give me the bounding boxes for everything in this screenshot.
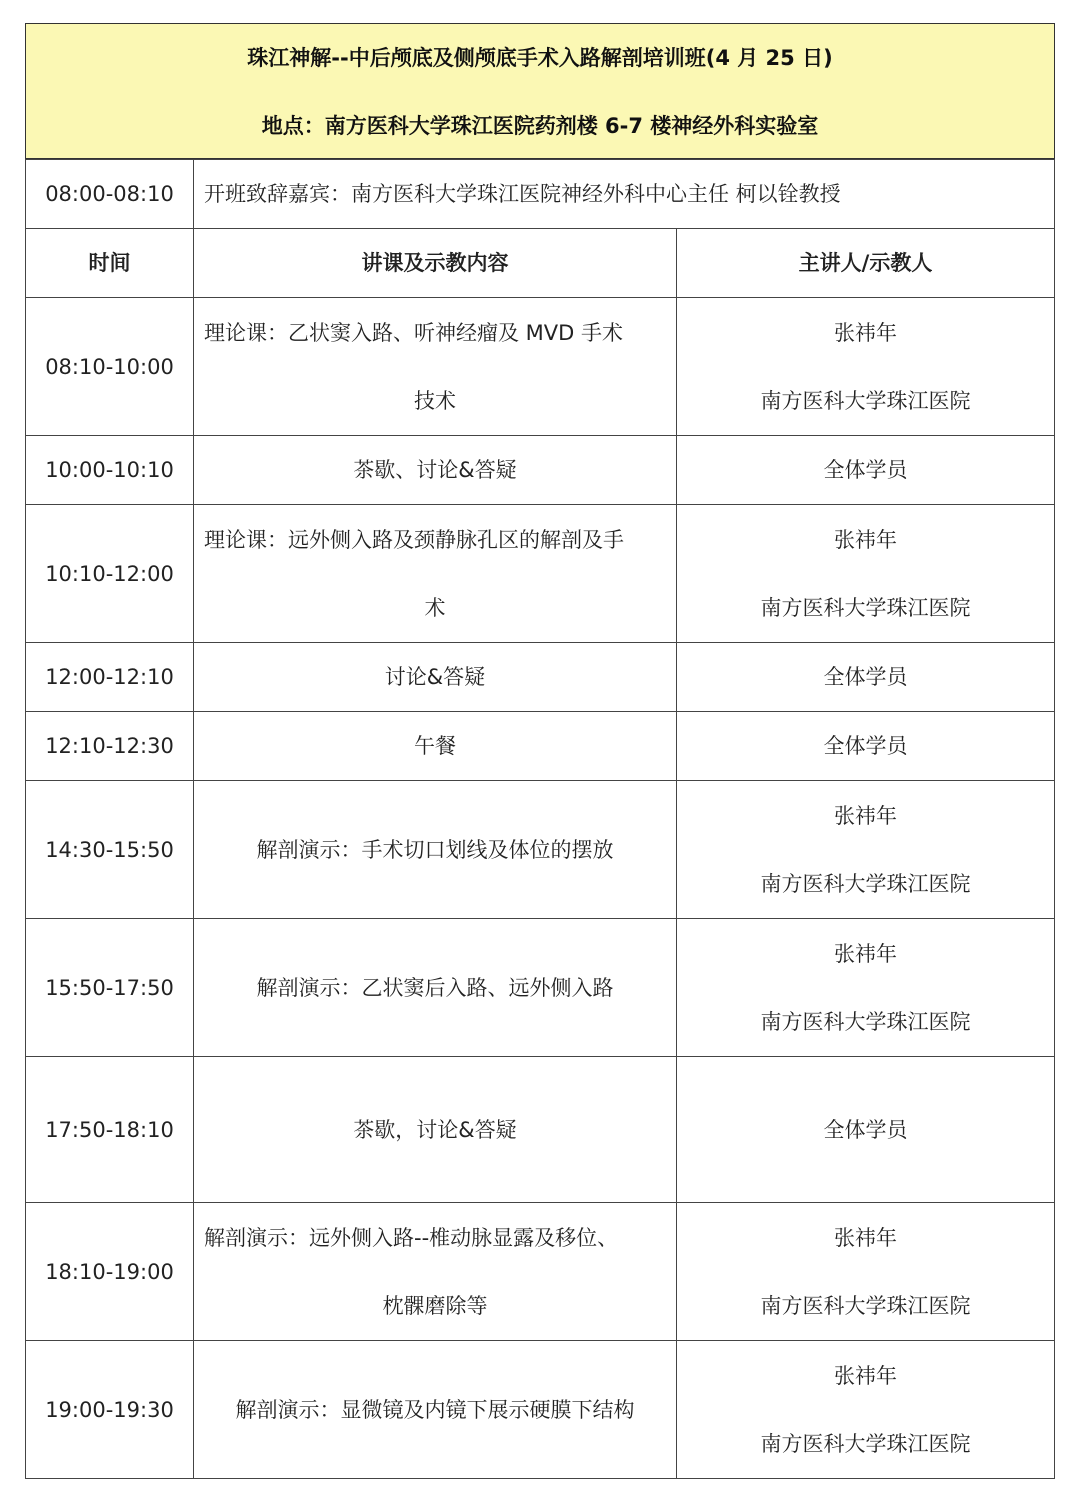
speaker-affiliation: 南方医科大学珠江医院 xyxy=(760,1293,971,1318)
session-content-line: 解剖演示：显微镜及内镜下展示硬膜下结构 xyxy=(235,1397,635,1422)
session-content xyxy=(194,643,677,712)
speaker-name: 全体学员 xyxy=(823,1117,908,1142)
session-time: 15:50-17:50 xyxy=(26,919,194,1057)
speaker-affiliation: 南方医科大学珠江医院 xyxy=(760,388,971,413)
table-row xyxy=(26,1341,1055,1479)
table-row xyxy=(26,298,1055,436)
column-header-content: 讲课及示教内容 xyxy=(194,229,677,298)
session-speaker xyxy=(677,298,1055,436)
speaker-name: 张祎年 xyxy=(834,941,897,966)
session-content xyxy=(194,1341,677,1479)
session-content-line: 理论课：远外侧入路及颈静脉孔区的解剖及手 xyxy=(204,527,624,552)
session-content xyxy=(194,781,677,919)
session-speaker xyxy=(677,436,1055,505)
table-row xyxy=(26,712,1055,781)
speaker-name: 全体学员 xyxy=(823,458,908,482)
session-time: 10:00-10:10 xyxy=(26,436,194,505)
opening-text: 开班致辞嘉宾：南方医科大学珠江医院神经外科中心主任 柯以铨教授 xyxy=(194,160,1055,229)
session-content xyxy=(194,505,677,643)
session-time: 10:10-12:00 xyxy=(26,505,194,643)
session-speaker xyxy=(677,1057,1055,1203)
session-time: 19:00-19:30 xyxy=(26,1341,194,1479)
speaker-name: 张祎年 xyxy=(834,527,897,552)
speaker-name: 张祎年 xyxy=(834,803,897,828)
session-speaker xyxy=(677,712,1055,781)
session-content-line: 茶歇、讨论&答疑 xyxy=(353,458,517,482)
session-content-line: 解剖演示：乙状窦后入路、远外侧入路 xyxy=(256,975,614,1000)
table-row xyxy=(26,643,1055,712)
speaker-name: 全体学员 xyxy=(823,665,908,689)
session-time: 12:00-12:10 xyxy=(26,643,194,712)
session-content-line: 解剖演示：远外侧入路--椎动脉显露及移位、 xyxy=(204,1225,619,1250)
schedule-header xyxy=(25,23,1055,159)
session-content-line: 午餐 xyxy=(414,734,456,758)
session-time: 12:10-12:30 xyxy=(26,712,194,781)
table-row xyxy=(26,1203,1055,1341)
table-row xyxy=(26,781,1055,919)
speaker-name: 全体学员 xyxy=(823,734,908,758)
speaker-name: 张祎年 xyxy=(834,320,897,345)
schedule-table xyxy=(25,159,1055,1479)
table-row xyxy=(26,1057,1055,1203)
session-speaker xyxy=(677,1341,1055,1479)
session-content xyxy=(194,1057,677,1203)
speaker-affiliation: 南方医科大学珠江医院 xyxy=(760,1009,971,1034)
session-content xyxy=(194,436,677,505)
speaker-name: 张祎年 xyxy=(834,1363,897,1388)
session-content-line: 茶歇，讨论&答疑 xyxy=(353,1117,517,1142)
session-speaker xyxy=(677,1203,1055,1341)
session-time: 08:10-10:00 xyxy=(26,298,194,436)
speaker-affiliation: 南方医科大学珠江医院 xyxy=(760,595,971,620)
session-speaker xyxy=(677,919,1055,1057)
session-speaker xyxy=(677,505,1055,643)
session-content-line: 术 xyxy=(424,595,446,620)
session-content-line: 枕髁磨除等 xyxy=(382,1293,488,1318)
column-header-time: 时间 xyxy=(26,229,194,298)
session-time: 18:10-19:00 xyxy=(26,1203,194,1341)
table-row xyxy=(26,919,1055,1057)
session-speaker xyxy=(677,643,1055,712)
table-row xyxy=(26,436,1055,505)
session-time: 17:50-18:10 xyxy=(26,1057,194,1203)
opening-time: 08:00-08:10 xyxy=(26,160,194,229)
session-content-line: 解剖演示：手术切口划线及体位的摆放 xyxy=(256,837,614,862)
table-header-row xyxy=(26,229,1055,298)
schedule-title: 珠江神解--中后颅底及侧颅底手术入路解剖培训班(4 月 25 日) xyxy=(247,46,833,70)
schedule-sheet xyxy=(25,23,1055,1479)
speaker-affiliation: 南方医科大学珠江医院 xyxy=(760,1431,971,1456)
speaker-name: 张祎年 xyxy=(834,1225,897,1250)
opening-row xyxy=(26,160,1055,229)
table-row xyxy=(26,505,1055,643)
session-content xyxy=(194,298,677,436)
session-content-line: 技术 xyxy=(414,388,456,413)
session-content-line: 理论课：乙状窦入路、听神经瘤及 MVD 手术 xyxy=(204,320,624,345)
session-content xyxy=(194,1203,677,1341)
session-content-line: 讨论&答疑 xyxy=(384,665,486,689)
session-time: 14:30-15:50 xyxy=(26,781,194,919)
session-content xyxy=(194,712,677,781)
speaker-affiliation: 南方医科大学珠江医院 xyxy=(760,871,971,896)
column-header-speaker: 主讲人/示教人 xyxy=(677,229,1055,298)
session-speaker xyxy=(677,781,1055,919)
schedule-location: 地点：南方医科大学珠江医院药剂楼 6-7 楼神经外科实验室 xyxy=(261,114,819,138)
session-content xyxy=(194,919,677,1057)
